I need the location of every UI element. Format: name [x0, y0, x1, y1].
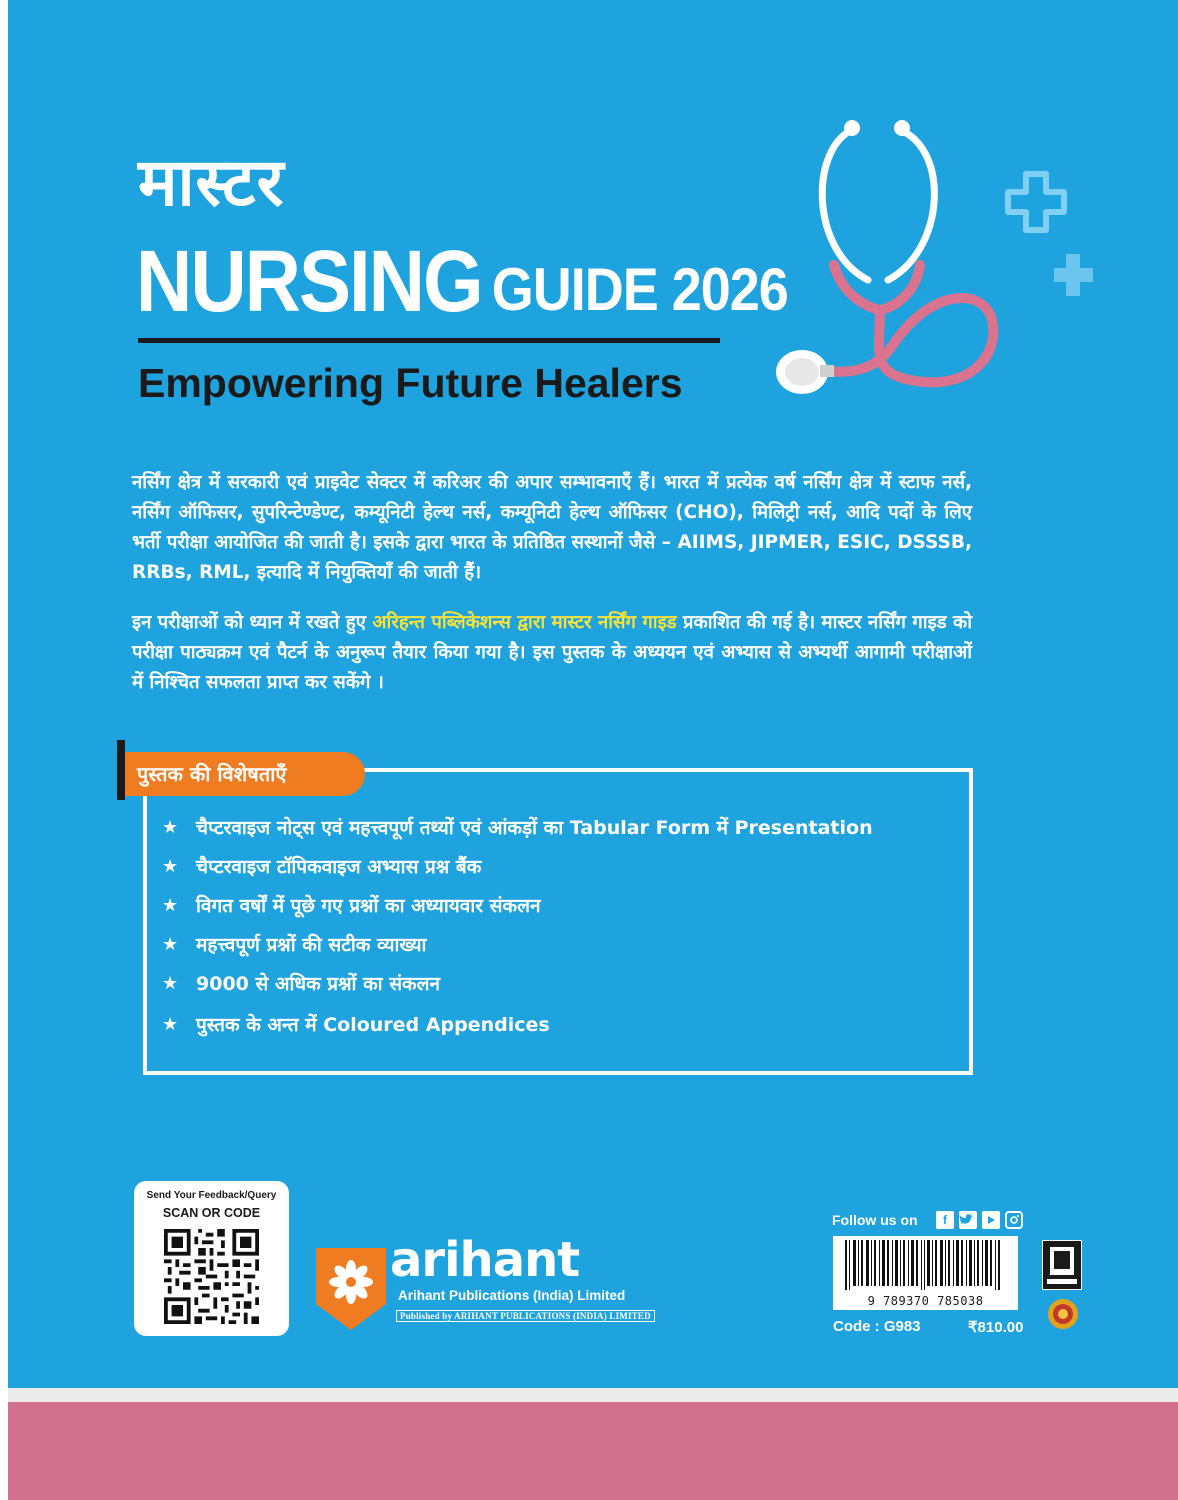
tagline: Empowering Future Healers — [138, 360, 683, 406]
book-code: Code : G983 — [833, 1318, 921, 1335]
star-icon: ★ — [162, 856, 179, 877]
isbn-number: 9 789370 785038 — [867, 1294, 984, 1308]
book-title — [136, 231, 788, 331]
arihant-badge-icon — [1042, 1240, 1082, 1290]
features-list — [160, 815, 940, 1051]
instagram-icon[interactable] — [1005, 1211, 1023, 1229]
published-by: Published by ARIHANT PUBLICATIONS (INDIA) LIMITED — [396, 1310, 655, 1322]
feature-item — [160, 854, 940, 893]
bottom-strip — [8, 1402, 1178, 1500]
youtube-icon[interactable] — [982, 1211, 1000, 1229]
paragraph-2-start: इन परीक्षाओं को ध्यान में रखते हुए — [132, 612, 373, 633]
qr-code-icon — [164, 1229, 259, 1324]
description-paragraph-2 — [132, 608, 972, 698]
barcode-icon — [833, 1240, 1018, 1296]
star-icon: ★ — [162, 934, 179, 955]
feature-item — [160, 932, 940, 971]
twitter-icon[interactable] — [959, 1211, 977, 1229]
qr-caption: Send Your Feedback/Query — [146, 1190, 277, 1201]
star-icon: ★ — [162, 1014, 179, 1035]
emblem-icon — [1045, 1296, 1081, 1332]
feature-text: चैप्टरवाइज नोट्स एवं महत्त्वपूर्ण तथ्यों एवं आंकड़ों का Tabular Form में Presentation — [196, 817, 873, 839]
paragraph-2-end: प्रकाशित की गई है। मास्टर नर्सिंग गाइड को परीक्षा पाठ्यक्रम एवं पैटर्न के अनुरूप तैयार किया गया है। इस पुस्तक के अध्ययन एवं अभ्यास से अभ्यर्थी आगामी परीक्षाओं में निश्चित सफलता प्राप्त कर सकेंगे । — [132, 612, 972, 693]
stethoscope-icon — [770, 110, 1110, 430]
book-price: ₹810.00 — [968, 1319, 1024, 1336]
star-icon: ★ — [162, 895, 179, 916]
feature-text: चैप्टरवाइज टॉपिकवाइज अभ्यास प्रश्न बैंक — [196, 856, 482, 878]
feature-item — [160, 893, 940, 932]
qr-feedback-card[interactable] — [134, 1181, 289, 1336]
feature-text: पुस्तक के अन्त में Coloured Appendices — [196, 1014, 550, 1036]
follow-label: Follow us on — [832, 1212, 918, 1228]
feature-item — [160, 815, 940, 854]
hindi-title: मास्टर — [138, 144, 285, 221]
feature-text: महत्त्वपूर्ण प्रश्नों की सटीक व्याख्या — [196, 934, 427, 956]
publisher-subtitle: Arihant Publications (India) Limited — [398, 1288, 626, 1303]
feature-item — [160, 1012, 940, 1051]
feature-text: विगत वर्षों में पूछे गए प्रश्नों का अध्यायवार संकलन — [196, 895, 541, 917]
star-icon: ★ — [162, 817, 179, 838]
plus-outline-icon — [1008, 174, 1064, 230]
publisher-name: arihant — [390, 1232, 580, 1288]
bottom-divider — [8, 1388, 1178, 1402]
isbn-barcode — [833, 1236, 1018, 1310]
facebook-icon[interactable]: f — [936, 1211, 954, 1229]
publisher-highlight: अरिहन्त पब्लिकेशन्स द्वारा मास्टर नर्सिंग गाइड — [372, 612, 677, 633]
features-heading: पुस्तक की विशेषताएँ — [125, 752, 365, 796]
feature-item — [160, 971, 940, 1012]
features-accent-bar — [117, 740, 125, 800]
title-suffix: GUIDE 2026 — [491, 256, 788, 324]
feature-text: 9000 से अधिक प्रश्नों का संकलन — [196, 973, 441, 995]
title-main: NURSING — [136, 231, 482, 331]
title-underline — [138, 338, 720, 343]
plus-solid-icon — [1054, 254, 1093, 296]
star-icon: ★ — [162, 973, 179, 994]
description-paragraph-1: नर्सिंग क्षेत्र में सरकारी एवं प्राइवेट सेक्टर में करिअर की अपार सम्भावनाएँ हैं। भारत में प्रत्येक वर्ष नर्सिंग क्षेत्र में स्टाफ नर्स, नर्सिंग ऑफिसर, सुपरिन्टेण्डेण्ट, कम्यूनिटी हेल्थ नर्स, कम्यूनिटी हेल्थ ऑफिसर (CHO), मिलिट्री नर्स, आदि पदों के लिए भर्ती परीक्षा आयोजित की जाती है। इसके द्वारा भारत के प्रतिष्ठित सस्थानों जैसे – AIIMS, JIPMER, ESIC, DSSSB, RRBs, RML, इत्यादि में नियुक्तियाँ की जाती हैं। — [132, 472, 972, 583]
qr-instruction: SCAN OR CODE — [162, 1206, 261, 1220]
arihant-logo-icon — [316, 1248, 386, 1330]
